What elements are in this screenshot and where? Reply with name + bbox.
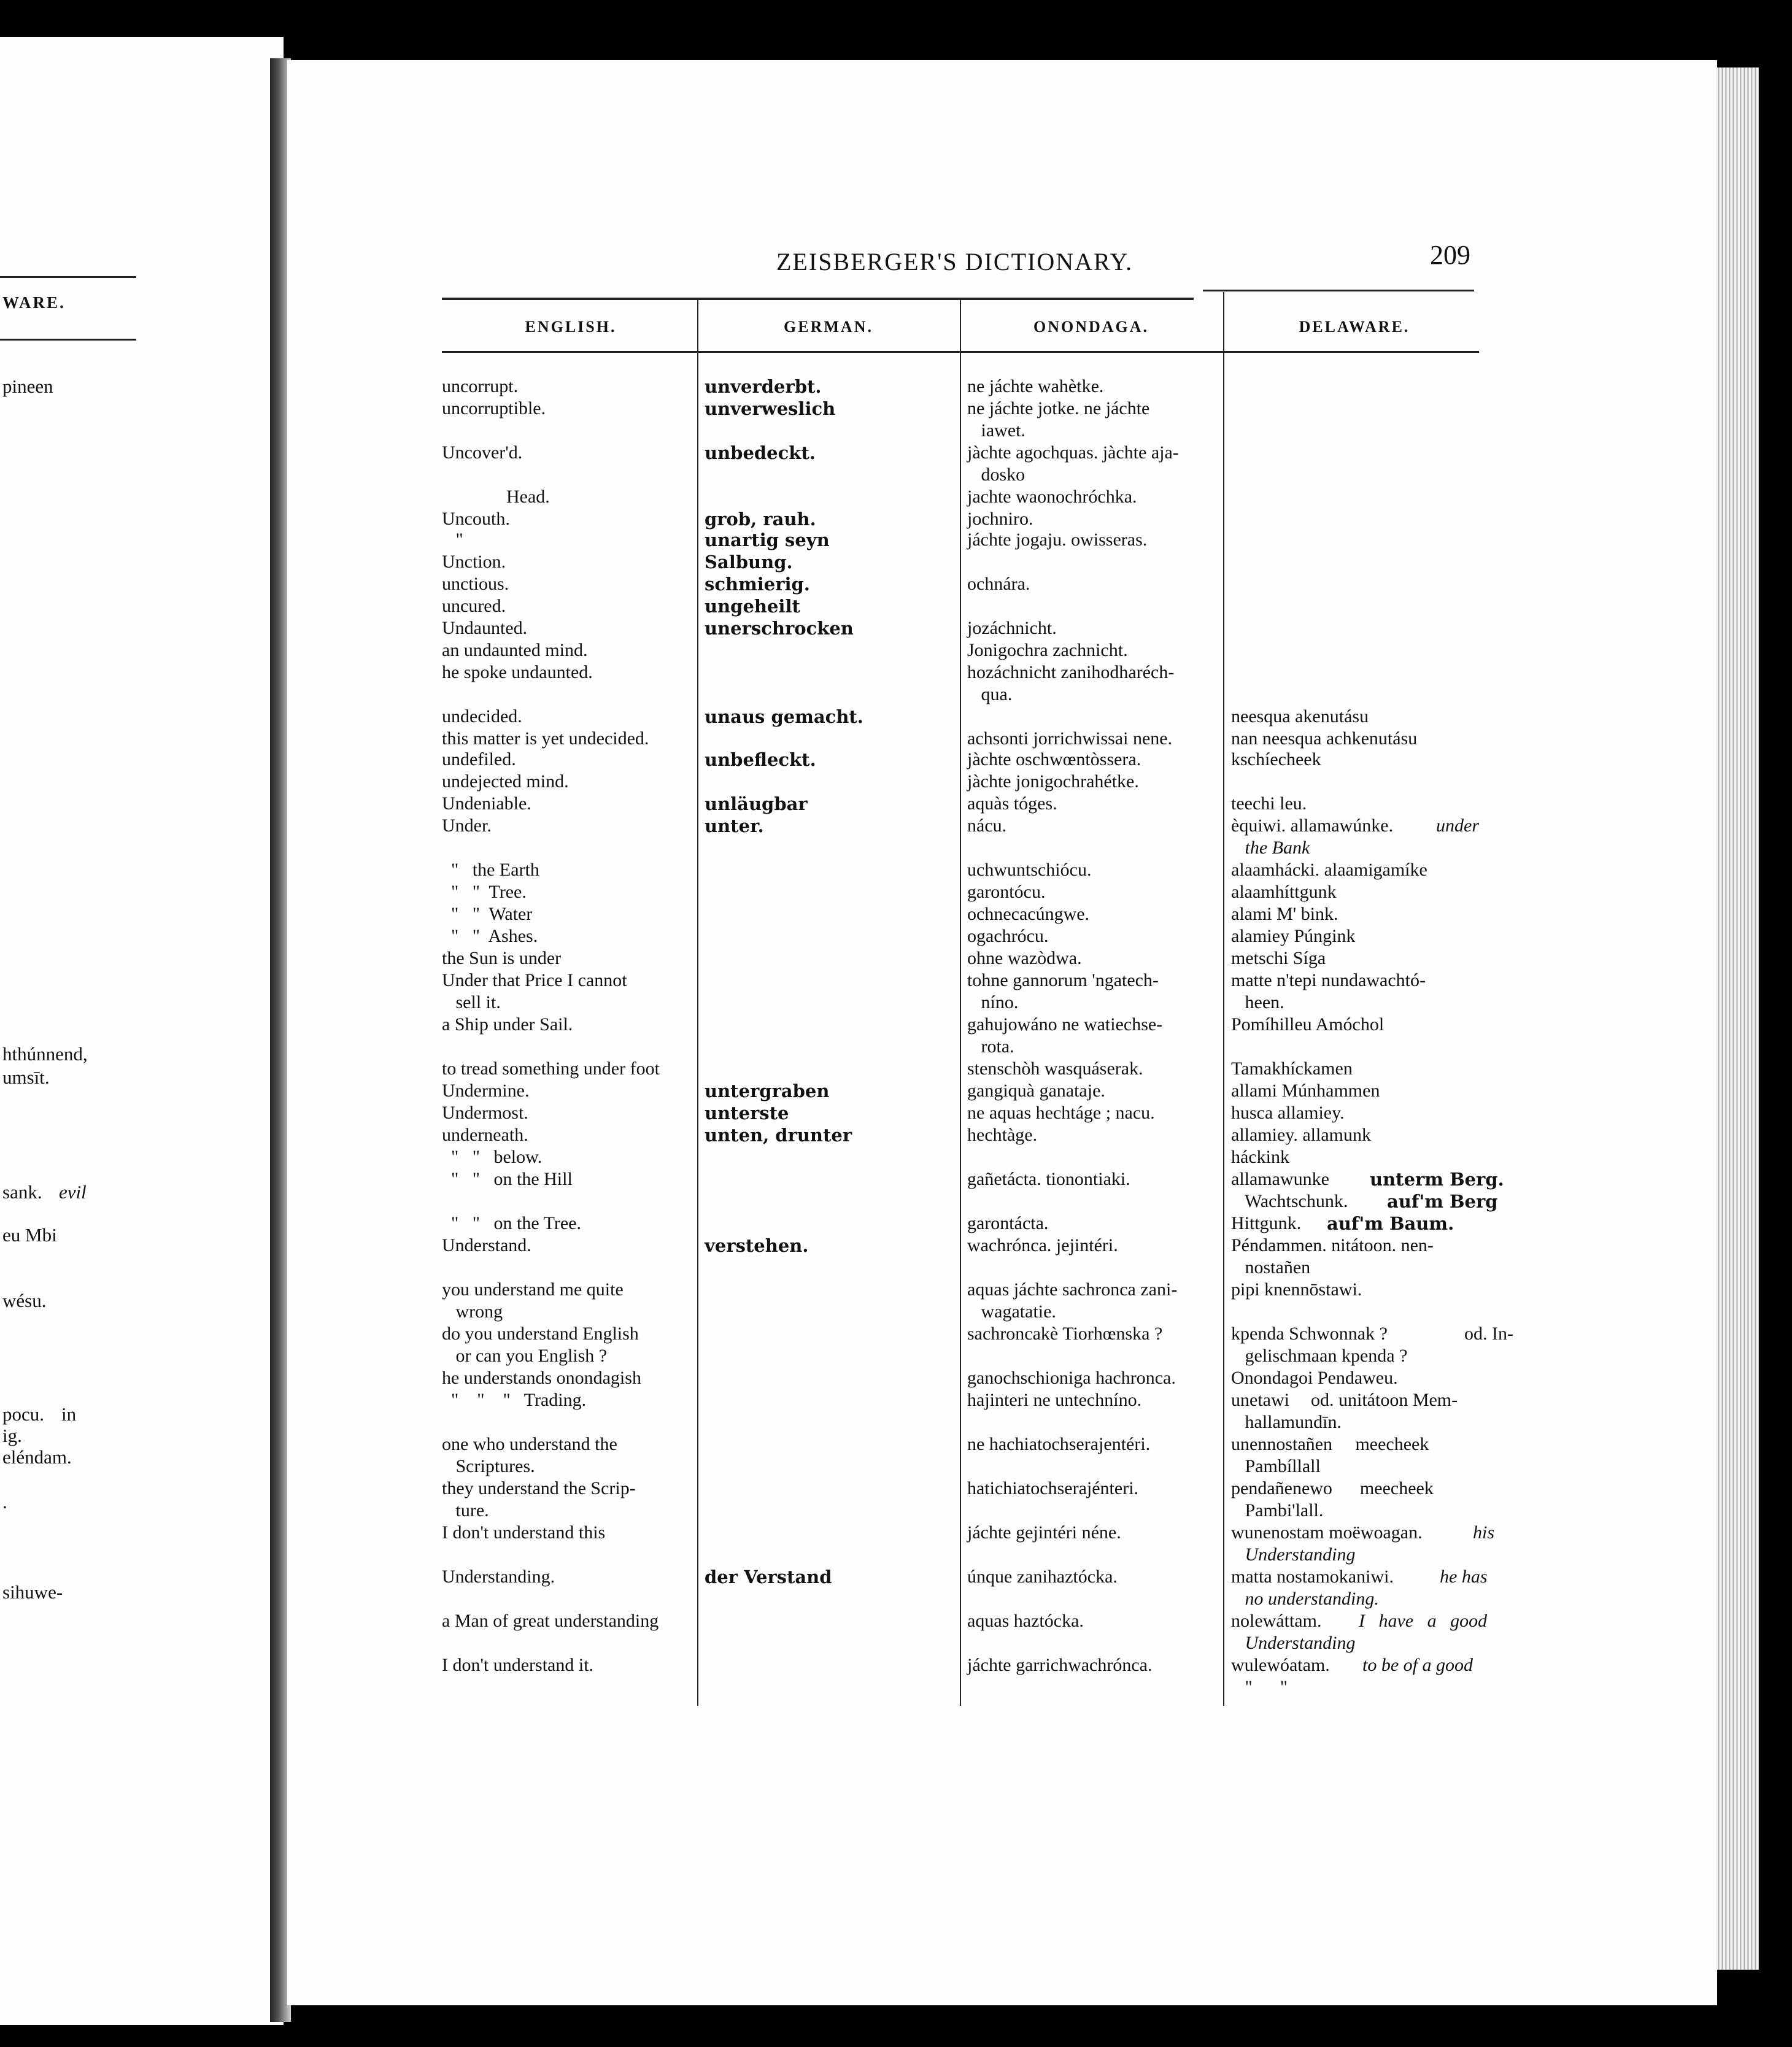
entry-onondaga-cell: wachrónca. jejintéri. [967,1235,1118,1255]
delaware-annotation: he has [1440,1567,1488,1587]
entry-german-cell: grob, rauh. [705,509,816,530]
left-page-fragment: sank. [2,1181,42,1203]
entry-delaware-cell: " " [1231,1677,1288,1697]
delaware-annotation: od. unitátoon Mem- [1311,1390,1458,1410]
entry-delaware-cell: èquiwi. allamawúnke. [1231,815,1394,836]
left-page-fragment: . [2,1491,7,1513]
entry-delaware-cell: allamiey. allamunk [1231,1125,1371,1145]
entry-english-cell: " " Tree. [442,882,527,902]
entry-delaware-cell: teechi leu. [1231,793,1307,814]
entry-delaware-cell: Onondagoi Pendaweu. [1231,1368,1398,1388]
entry-english-cell: Undaunted. [442,618,528,638]
entry-english-cell: uncorrupt. [442,376,519,396]
entry-onondaga-cell: aquàs tóges. [967,793,1057,814]
entry-english-cell: Understanding. [442,1567,555,1587]
entry-german-cell: verstehen. [705,1235,809,1256]
entry-english-cell: undecided. [442,706,522,727]
entry-english-cell: underneath. [442,1125,528,1145]
entry-english-cell: a Man of great understanding [442,1611,659,1631]
page-number: 209 [1430,240,1470,270]
entry-onondaga-cell: jàchte agochquas. jàchte aja- dosko [967,442,1179,485]
left-page-fragment: pocu. [2,1403,45,1425]
entry-onondaga-cell: hechtàge. [967,1125,1038,1145]
left-page-fragment: wésu. [2,1290,47,1311]
entry-english-cell: I don't understand this [442,1522,606,1543]
left-page-fragment: eléndam. [2,1446,72,1468]
entry-delaware-cell: Pomíhilleu Amóchol [1231,1014,1385,1035]
entry-delaware-cell: kpenda Schwonnak ? gelischmaan kpenda ? [1231,1324,1408,1366]
left-page [0,37,284,2025]
entry-delaware-cell: alaamhácki. alaamigamíke [1231,860,1427,880]
entry-delaware-cell: husca allamiey. [1231,1103,1345,1123]
entry-onondaga-cell: ochnára. [967,574,1030,594]
entry-onondaga-cell: jochniro. [967,509,1033,529]
entry-onondaga-cell: tohne gannorum 'ngatech- níno. [967,970,1159,1012]
entry-german-cell: unverweslich [705,398,836,419]
entry-german-cell: unläugbar [705,793,808,814]
entry-english-cell: " " Ashes. [442,926,538,946]
entry-onondaga-cell: gañetácta. tionontiaki. [967,1169,1130,1189]
left-page-fragment: hthúnnend, [2,1043,88,1065]
entry-onondaga-cell: sachroncakè Tiorhœnska ? [967,1324,1163,1344]
entry-german-cell: unverderbt. [705,376,822,397]
entry-onondaga-cell: stenschòh wasquáserak. [967,1058,1143,1079]
entry-delaware-cell: Understanding [1231,1633,1356,1653]
entry-onondaga-cell: aquas haztócka. [967,1611,1084,1631]
entry-german-cell: unbefleckt. [705,749,816,770]
entry-english-cell: " " below. [442,1147,543,1167]
header-rule-left [442,298,1194,300]
column-header-german: GERMAN. [784,318,873,336]
entry-onondaga-cell: gangiquà ganataje. [967,1081,1105,1101]
entry-english-cell: uncorruptible. [442,398,546,418]
entry-german-cell: der Verstand [705,1567,832,1587]
delaware-annotation: auf'm Baum. [1327,1213,1454,1234]
entry-german-cell: unter. [705,815,764,836]
left-page-fragment: in [61,1403,77,1425]
entry-onondaga-cell: aquas jáchte sachronca zani- wagatatie. [967,1279,1178,1322]
entry-german-cell: Salbung. [705,552,793,572]
entry-delaware-cell: alaamhíttgunk [1231,882,1337,902]
entry-german-cell: unartig seyn [705,530,830,550]
entry-onondaga-cell: achsonti jorrichwissai nene. [967,728,1173,749]
entry-onondaga-cell: jáchte gejintéri néne. [967,1522,1121,1543]
entry-english-cell: an undaunted mind. [442,640,588,660]
entry-english-cell: unctious. [442,574,509,594]
entry-delaware-cell: alamiey Púngink [1231,926,1356,946]
entry-onondaga-cell: jàchte oschwœntòssera. [967,749,1141,769]
entry-onondaga-cell: hajinteri ne untechníno. [967,1390,1142,1410]
delaware-annotation: to be of a good [1362,1655,1473,1675]
left-page-column-header: WARE. [2,293,66,312]
left-page-fragment: pineen [2,376,53,397]
entry-german-cell: unerschrocken [705,618,854,639]
delaware-annotation: I have a good [1359,1611,1488,1631]
entry-delaware-cell: matte n'tepi nundawachtó- heen. [1231,970,1426,1012]
entry-delaware-cell: the Bank [1231,838,1310,858]
entry-english-cell: Under that Price I cannot sell it. [442,970,627,1012]
entry-onondaga-cell: ochnecacúngwe. [967,904,1090,924]
entry-onondaga-cell: jàchte jonigochrahétke. [967,771,1139,792]
delaware-annotation: under [1436,815,1479,836]
column-header-delaware: DELAWARE. [1299,318,1410,336]
page-edges [1716,67,1759,1970]
entry-english-cell: Under. [442,815,492,836]
entry-delaware-cell: kschíecheek [1231,749,1321,769]
left-page-rule-top [0,276,136,278]
entry-english-cell: I don't understand it. [442,1655,594,1675]
entry-german-cell: untergraben [705,1081,830,1101]
entry-english-cell: to tread something under foot [442,1058,660,1079]
entry-english-cell: do you understand English or can you English ? [442,1324,639,1366]
entry-onondaga-cell: jachte waonochróchka. [967,487,1137,507]
entry-english-cell: " " on the Hill [442,1169,573,1189]
entry-english-cell: they understand the Scrip- ture. [442,1478,636,1521]
entry-delaware-cell: Hittgunk. [1231,1213,1302,1233]
entry-delaware-cell: pipi knennōstawi. [1231,1279,1362,1300]
entry-onondaga-cell: uchwuntschiócu. [967,860,1092,880]
left-page-fragment: evil [59,1181,87,1203]
delaware-annotation: auf'm Berg [1387,1191,1498,1212]
entry-german-cell: unten, drunter [705,1125,852,1146]
entry-english-cell: uncured. [442,596,506,616]
entry-delaware-cell: metschi Síga [1231,948,1326,968]
entry-english-cell: undejected mind. [442,771,569,792]
left-page-fragment: umsīt. [2,1066,50,1088]
entry-english-cell: Unction. [442,552,506,572]
entry-onondaga-cell: garontócu. [967,882,1046,902]
entry-english-cell: Undeniable. [442,793,531,814]
entry-english-cell: a Ship under Sail. [442,1014,573,1035]
entry-english-cell: Head. [442,487,550,507]
entry-onondaga-cell: hozáchnicht zanihodharéch- qua. [967,662,1175,704]
entry-delaware-cell: nan neesqua achkenutásu [1231,728,1418,749]
entry-delaware-cell: allamawunke Wachtschunk. [1231,1169,1348,1211]
left-page-fragment: sihuwe- [2,1581,63,1603]
entry-english-cell: this matter is yet undecided. [442,728,649,749]
entry-english-cell: Uncover'd. [442,442,523,463]
entry-german-cell: unaus gemacht. [705,706,863,727]
entry-delaware-cell: unetawi hallamundīn. [1231,1390,1342,1432]
column-divider-1 [697,299,698,1706]
entry-onondaga-cell: nácu. [967,815,1007,836]
entry-english-cell: Undermost. [442,1103,528,1123]
entry-delaware-cell: neesqua akenutásu [1231,706,1369,727]
entry-delaware-cell: Péndammen. nitátoon. nen- nostañen [1231,1235,1434,1278]
entry-delaware-cell: wunenostam moëwoagan. [1231,1522,1423,1543]
entry-english-cell: the Sun is under [442,948,562,968]
entry-onondaga-cell: ogachrócu. [967,926,1049,946]
entry-delaware-cell: no understanding. [1231,1589,1379,1609]
left-page-fragment: eu Mbi [2,1224,57,1246]
entry-german-cell: unbedeckt. [705,442,816,463]
entry-english-cell: " " Water [442,904,533,924]
entry-english-cell: " [442,530,463,550]
entry-english-cell: he spoke undaunted. [442,662,593,682]
entry-delaware-cell: pendañenewo meecheek Pambi'lall. [1231,1478,1434,1521]
header-rule-right [1203,290,1474,291]
column-divider-2 [960,299,961,1706]
delaware-annotation: od. In- [1464,1324,1513,1344]
entry-delaware-cell: háckink [1231,1147,1289,1167]
entry-onondaga-cell: ne jáchte jotke. ne jáchte iawet. [967,398,1150,441]
running-title: ZEISBERGER'S DICTIONARY. [776,248,1134,276]
entry-delaware-cell: Understanding [1231,1544,1356,1565]
entry-onondaga-cell: ne hachiatochserajentéri. [967,1434,1151,1454]
entry-english-cell: Uncouth. [442,509,510,529]
entry-onondaga-cell: únque zanihaztócka. [967,1567,1118,1587]
column-header-english: ENGLISH. [525,318,617,336]
column-header-onondaga: ONONDAGA. [1033,318,1149,336]
entry-delaware-cell: nolewáttam. [1231,1611,1322,1631]
entry-english-cell: he understands onondagish [442,1368,641,1388]
entry-delaware-cell: alami M' bink. [1231,904,1338,924]
entry-onondaga-cell: jáchte jogaju. owisseras. [967,530,1148,550]
entry-german-cell: unterste [705,1103,789,1124]
entry-english-cell: you understand me quite wrong [442,1279,624,1322]
entry-english-cell: " the Earth [442,860,539,880]
entry-onondaga-cell: ohne wazòdwa. [967,948,1082,968]
entry-delaware-cell: allami Múnhammen [1231,1081,1380,1101]
entry-onondaga-cell: ne aquas hechtáge ; nacu. [967,1103,1155,1123]
entry-delaware-cell: Tamakhíckamen [1231,1058,1353,1079]
delaware-annotation: his [1473,1522,1495,1543]
entry-delaware-cell: wulewóatam. [1231,1655,1330,1675]
entry-english-cell: Understand. [442,1235,531,1255]
left-page-rule-bottom [0,339,136,341]
entry-english-cell: undefiled. [442,749,516,769]
entry-english-cell: Undermine. [442,1081,530,1101]
entry-english-cell: " " " Trading. [442,1390,587,1410]
left-page-fragment: ig. [2,1425,22,1446]
entry-onondaga-cell: jozáchnicht. [967,618,1057,638]
entry-onondaga-cell: ganochschioniga hachronca. [967,1368,1176,1388]
entry-onondaga-cell: garontácta. [967,1213,1049,1233]
entry-onondaga-cell: ne jáchte wahètke. [967,376,1104,396]
entry-delaware-cell: matta nostamokaniwi. [1231,1567,1394,1587]
column-divider-3 [1223,292,1224,1706]
entry-german-cell: schmierig. [705,574,810,595]
entry-onondaga-cell: jáchte garrichwachrónca. [967,1655,1153,1675]
entry-onondaga-cell: hatichiatochserajénteri. [967,1478,1139,1498]
entry-onondaga-cell: gahujowáno ne watiechse- rota. [967,1014,1163,1057]
entry-english-cell: " " on the Tree. [442,1213,581,1233]
entry-delaware-cell: unennostañen meecheek Pambíllall [1231,1434,1429,1476]
delaware-annotation: unterm Berg. [1370,1169,1504,1190]
entry-english-cell: one who understand the Scriptures. [442,1434,617,1476]
entry-onondaga-cell: Jonigochra zachnicht. [967,640,1128,660]
entry-german-cell: ungeheilt [705,596,800,617]
